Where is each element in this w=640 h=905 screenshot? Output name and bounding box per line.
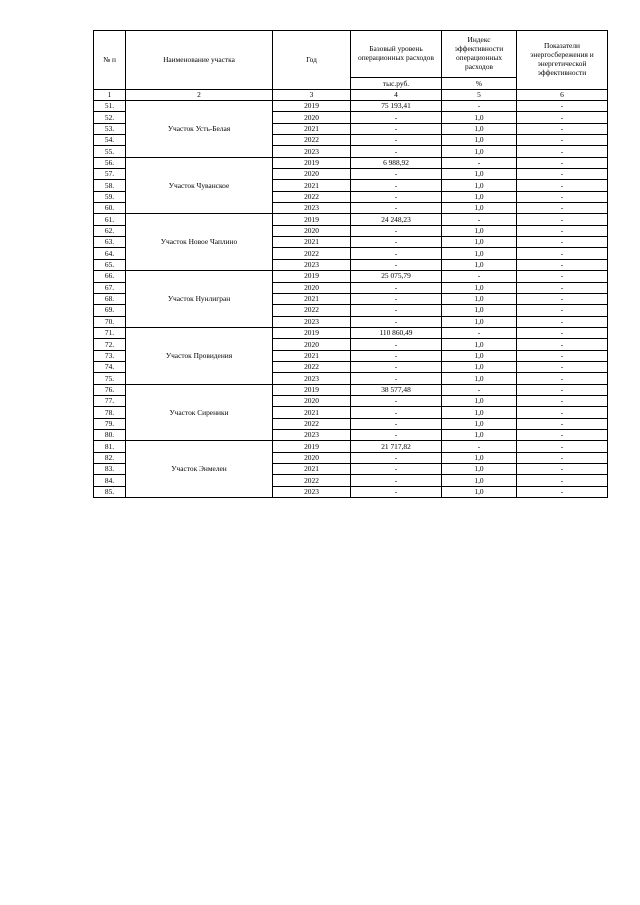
row-base-level: 25 075,79 (351, 271, 442, 282)
row-base-level: - (351, 452, 442, 463)
row-base-level: - (351, 123, 442, 134)
row-base-level: - (351, 316, 442, 327)
row-energy-indicators: - (517, 248, 608, 259)
row-number: 71. (94, 327, 126, 338)
unit-base-level: тыс.руб. (351, 78, 442, 90)
table-row (94, 271, 608, 282)
row-number: 63. (94, 237, 126, 248)
row-base-level: - (351, 203, 442, 214)
column-number: 3 (273, 90, 351, 101)
row-base-level: - (351, 237, 442, 248)
column-number-row (94, 90, 608, 101)
table-body (94, 101, 608, 498)
row-number: 78. (94, 407, 126, 418)
row-year: 2023 (273, 146, 351, 157)
row-base-level: - (351, 135, 442, 146)
row-number: 54. (94, 135, 126, 146)
row-number: 65. (94, 259, 126, 270)
row-base-level: 110 860,49 (351, 327, 442, 338)
row-base-level: - (351, 169, 442, 180)
row-energy-indicators: - (517, 418, 608, 429)
row-number: 61. (94, 214, 126, 225)
row-energy-indicators: - (517, 214, 608, 225)
column-number: 6 (517, 90, 608, 101)
row-year: 2019 (273, 327, 351, 338)
row-year: 2021 (273, 407, 351, 418)
row-number: 66. (94, 271, 126, 282)
row-number: 53. (94, 123, 126, 134)
row-year: 2020 (273, 169, 351, 180)
row-efficiency-index: 1,0 (442, 361, 517, 372)
row-year: 2023 (273, 259, 351, 270)
row-year: 2022 (273, 305, 351, 316)
row-number: 62. (94, 225, 126, 236)
row-energy-indicators: - (517, 271, 608, 282)
header-efficiency-index: Индекс эффективности операционных расходов (442, 31, 517, 78)
row-energy-indicators: - (517, 350, 608, 361)
table-row (94, 441, 608, 452)
row-number: 83. (94, 464, 126, 475)
row-efficiency-index: 1,0 (442, 316, 517, 327)
row-year: 2022 (273, 191, 351, 202)
row-number: 69. (94, 305, 126, 316)
row-number: 85. (94, 486, 126, 497)
row-base-level: - (351, 475, 442, 486)
row-energy-indicators: - (517, 464, 608, 475)
row-base-level: - (351, 225, 442, 236)
row-year: 2021 (273, 293, 351, 304)
row-energy-indicators: - (517, 339, 608, 350)
row-number: 57. (94, 169, 126, 180)
row-number: 70. (94, 316, 126, 327)
row-year: 2019 (273, 271, 351, 282)
row-number: 74. (94, 361, 126, 372)
row-base-level: - (351, 180, 442, 191)
row-number: 58. (94, 180, 126, 191)
row-year: 2019 (273, 441, 351, 452)
row-number: 75. (94, 373, 126, 384)
row-base-level: - (351, 486, 442, 497)
row-number: 76. (94, 384, 126, 395)
row-number: 51. (94, 101, 126, 112)
site-name: Участок Чуванское (126, 157, 273, 214)
row-efficiency-index: 1,0 (442, 475, 517, 486)
row-number: 81. (94, 441, 126, 452)
row-efficiency-index: - (442, 157, 517, 168)
row-year: 2020 (273, 282, 351, 293)
row-year: 2020 (273, 452, 351, 463)
row-efficiency-index: 1,0 (442, 191, 517, 202)
site-name: Участок Новое Чаплино (126, 214, 273, 271)
row-base-level: 24 248,23 (351, 214, 442, 225)
row-base-level: - (351, 418, 442, 429)
row-base-level: - (351, 191, 442, 202)
site-name: Участок Сиреники (126, 384, 273, 441)
site-name: Участок Энмелен (126, 441, 273, 498)
row-energy-indicators: - (517, 112, 608, 123)
row-efficiency-index: 1,0 (442, 169, 517, 180)
header-energy-indicators: Показатели энергосбережения и энергетической эффективности (517, 31, 608, 90)
row-number: 79. (94, 418, 126, 429)
row-energy-indicators: - (517, 123, 608, 134)
row-year: 2019 (273, 157, 351, 168)
row-year: 2022 (273, 418, 351, 429)
row-efficiency-index: 1,0 (442, 293, 517, 304)
row-number: 68. (94, 293, 126, 304)
column-number: 1 (94, 90, 126, 101)
row-base-level: - (351, 373, 442, 384)
opex-table (93, 30, 608, 498)
row-efficiency-index: 1,0 (442, 452, 517, 463)
row-efficiency-index: - (442, 271, 517, 282)
row-number: 64. (94, 248, 126, 259)
row-year: 2023 (273, 203, 351, 214)
row-base-level: - (351, 305, 442, 316)
row-year: 2020 (273, 339, 351, 350)
table-row (94, 384, 608, 395)
column-number: 5 (442, 90, 517, 101)
row-base-level: - (351, 112, 442, 123)
row-energy-indicators: - (517, 361, 608, 372)
row-efficiency-index: - (442, 214, 517, 225)
row-year: 2019 (273, 384, 351, 395)
row-number: 60. (94, 203, 126, 214)
row-number: 56. (94, 157, 126, 168)
row-year: 2023 (273, 486, 351, 497)
row-base-level: - (351, 464, 442, 475)
row-efficiency-index: 1,0 (442, 305, 517, 316)
row-number: 77. (94, 395, 126, 406)
row-energy-indicators: - (517, 452, 608, 463)
row-number: 59. (94, 191, 126, 202)
row-year: 2020 (273, 395, 351, 406)
row-efficiency-index: 1,0 (442, 395, 517, 406)
row-efficiency-index: 1,0 (442, 407, 517, 418)
table-row (94, 101, 608, 112)
row-year: 2021 (273, 464, 351, 475)
row-efficiency-index: - (442, 327, 517, 338)
row-year: 2023 (273, 316, 351, 327)
row-number: 82. (94, 452, 126, 463)
row-year: 2022 (273, 135, 351, 146)
column-number: 2 (126, 90, 273, 101)
row-energy-indicators: - (517, 429, 608, 440)
row-base-level: - (351, 350, 442, 361)
row-energy-indicators: - (517, 180, 608, 191)
row-base-level: - (351, 361, 442, 372)
row-base-level: - (351, 146, 442, 157)
row-energy-indicators: - (517, 101, 608, 112)
unit-efficiency-index: % (442, 78, 517, 90)
row-base-level: 6 988,92 (351, 157, 442, 168)
row-number: 52. (94, 112, 126, 123)
row-base-level: - (351, 259, 442, 270)
row-base-level: - (351, 282, 442, 293)
row-efficiency-index: 1,0 (442, 123, 517, 134)
row-energy-indicators: - (517, 384, 608, 395)
row-year: 2019 (273, 101, 351, 112)
row-efficiency-index: 1,0 (442, 112, 517, 123)
table-row (94, 157, 608, 168)
row-base-level: - (351, 339, 442, 350)
row-energy-indicators: - (517, 441, 608, 452)
row-energy-indicators: - (517, 327, 608, 338)
row-year: 2023 (273, 429, 351, 440)
row-energy-indicators: - (517, 293, 608, 304)
table-row (94, 327, 608, 338)
row-year: 2022 (273, 361, 351, 372)
row-year: 2022 (273, 475, 351, 486)
row-number: 55. (94, 146, 126, 157)
row-energy-indicators: - (517, 259, 608, 270)
row-year: 2021 (273, 180, 351, 191)
row-energy-indicators: - (517, 407, 608, 418)
row-efficiency-index: - (442, 384, 517, 395)
row-base-level: - (351, 429, 442, 440)
row-efficiency-index: 1,0 (442, 373, 517, 384)
row-efficiency-index: 1,0 (442, 429, 517, 440)
row-efficiency-index: 1,0 (442, 135, 517, 146)
row-efficiency-index: 1,0 (442, 146, 517, 157)
row-year: 2021 (273, 350, 351, 361)
row-year: 2021 (273, 123, 351, 134)
row-number: 67. (94, 282, 126, 293)
row-efficiency-index: - (442, 101, 517, 112)
row-efficiency-index: 1,0 (442, 225, 517, 236)
header-year: Год (273, 31, 351, 90)
row-number: 80. (94, 429, 126, 440)
row-number: 72. (94, 339, 126, 350)
table-row (94, 214, 608, 225)
row-base-level: 75 193,41 (351, 101, 442, 112)
row-energy-indicators: - (517, 475, 608, 486)
row-efficiency-index: - (442, 441, 517, 452)
row-energy-indicators: - (517, 282, 608, 293)
row-year: 2021 (273, 237, 351, 248)
row-base-level: 21 717,82 (351, 441, 442, 452)
row-energy-indicators: - (517, 305, 608, 316)
row-efficiency-index: 1,0 (442, 350, 517, 361)
row-base-level: - (351, 395, 442, 406)
row-base-level: - (351, 407, 442, 418)
site-name: Участок Усть-Белая (126, 101, 273, 158)
row-energy-indicators: - (517, 169, 608, 180)
header-site-name: Наименование участка (126, 31, 273, 90)
row-efficiency-index: 1,0 (442, 418, 517, 429)
row-energy-indicators: - (517, 135, 608, 146)
row-energy-indicators: - (517, 373, 608, 384)
header-base-level: Базовый уровень операционных расходов (351, 31, 442, 78)
row-base-level: 38 577,48 (351, 384, 442, 395)
header-num: № п (94, 31, 126, 90)
row-efficiency-index: 1,0 (442, 464, 517, 475)
row-efficiency-index: 1,0 (442, 486, 517, 497)
site-name: Участок Нунлигран (126, 271, 273, 328)
row-energy-indicators: - (517, 203, 608, 214)
row-efficiency-index: 1,0 (442, 237, 517, 248)
row-energy-indicators: - (517, 395, 608, 406)
row-efficiency-index: 1,0 (442, 259, 517, 270)
row-year: 2020 (273, 225, 351, 236)
row-efficiency-index: 1,0 (442, 339, 517, 350)
column-number: 4 (351, 90, 442, 101)
row-energy-indicators: - (517, 157, 608, 168)
row-energy-indicators: - (517, 237, 608, 248)
row-efficiency-index: 1,0 (442, 180, 517, 191)
row-energy-indicators: - (517, 191, 608, 202)
row-energy-indicators: - (517, 486, 608, 497)
row-year: 2023 (273, 373, 351, 384)
row-efficiency-index: 1,0 (442, 203, 517, 214)
row-efficiency-index: 1,0 (442, 248, 517, 259)
row-year: 2019 (273, 214, 351, 225)
site-name: Участок Провидения (126, 327, 273, 384)
row-year: 2020 (273, 112, 351, 123)
row-base-level: - (351, 293, 442, 304)
row-energy-indicators: - (517, 316, 608, 327)
row-year: 2022 (273, 248, 351, 259)
row-base-level: - (351, 248, 442, 259)
row-number: 73. (94, 350, 126, 361)
row-number: 84. (94, 475, 126, 486)
row-efficiency-index: 1,0 (442, 282, 517, 293)
row-energy-indicators: - (517, 146, 608, 157)
row-energy-indicators: - (517, 225, 608, 236)
